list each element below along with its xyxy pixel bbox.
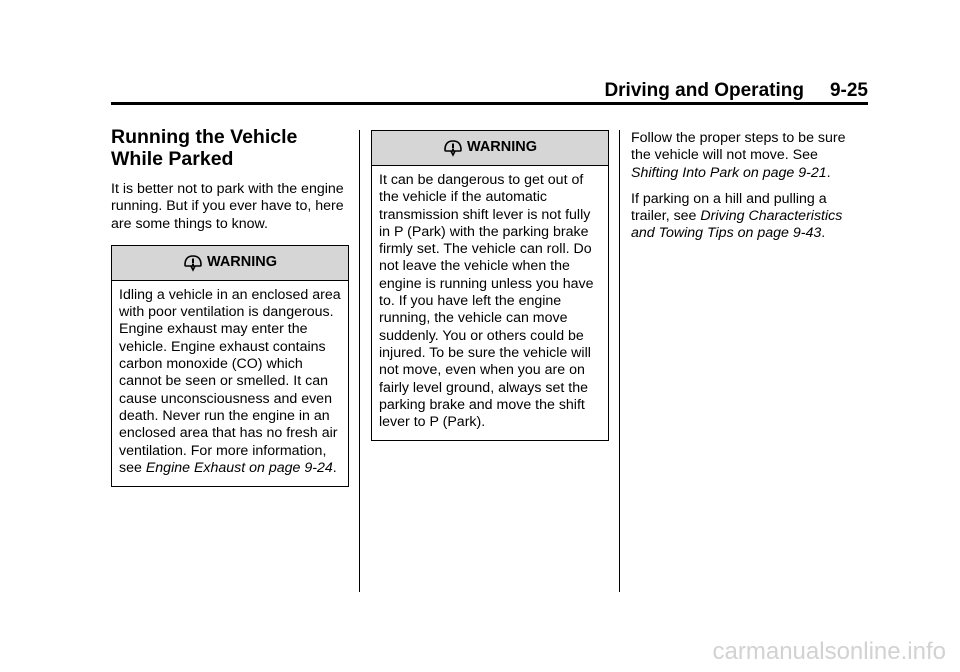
page-header [111, 80, 868, 102]
heading-line-2: While Parked [111, 148, 234, 170]
paragraph-hill-trailer [631, 191, 867, 243]
warning-box [111, 245, 349, 487]
cross-reference-link[interactable]: Driving Characteristics and Towing Tips on page 9-43 [631, 208, 843, 242]
cross-reference-link[interactable]: Engine Exhaust on page 9-24 [145, 459, 333, 476]
punctuation: . [826, 164, 831, 181]
column-right [631, 130, 867, 252]
warning-icon [183, 254, 203, 272]
paragraph-text: If parking on a hill and pulling a trailer, see [631, 190, 827, 225]
warning-header [372, 131, 608, 166]
warning-icon [443, 139, 463, 157]
column-middle [371, 130, 609, 441]
paragraph-park-steps [631, 130, 867, 182]
punctuation: . [332, 459, 337, 476]
column-divider [619, 130, 620, 592]
warning-header [112, 246, 348, 281]
intro-paragraph: It is better not to park with the engine running. But if you ever have to, here are some things to know. [111, 181, 344, 232]
warning-body [372, 166, 608, 440]
column-left [111, 126, 349, 487]
warning-label: WARNING [466, 139, 538, 156]
header-rule [111, 102, 868, 105]
heading-line-1: Running the Vehicle [111, 126, 298, 148]
section-title: Driving and Operating [604, 80, 804, 101]
column-divider [359, 130, 360, 592]
paragraph-text: Follow the proper steps to be sure the vehicle will not move. See [631, 130, 846, 164]
warning-body [112, 281, 348, 486]
section-heading [111, 126, 349, 170]
warning-label: WARNING [206, 254, 278, 271]
warning-text: It can be dangerous to get out of the vehicle if the automatic transmission shift lever is not fully in P (Park) with the parking brake firmly set. The vehicle can roll. Do not leave the vehicle when the engine is running unless you have to. If you have left the engine running, the vehicle can move suddenly. You or others could be injured. To be sure the vehicle will not move, even when you are on fairly level ground, always set the parking brake and move the shift lever to P (Park). [379, 172, 594, 431]
watermark: carmanualsonline.info [712, 638, 946, 665]
page-number: 9-25 [829, 80, 868, 101]
warning-box [371, 130, 609, 441]
warning-text: Idling a vehicle in an enclosed area with poor ventilation is dangerous. Engine exhaust may enter the vehicle. Engine exhaust contains carbon monoxide (CO) which cannot be seen or smelled. It can cause unconsciousness and even death. Never run the engine in an enclosed area that has no fresh air ventilation. For more information, see [119, 286, 341, 476]
cross-reference-link[interactable]: Shifting Into Park on page 9-21 [631, 164, 827, 181]
punctuation: . [821, 225, 826, 242]
